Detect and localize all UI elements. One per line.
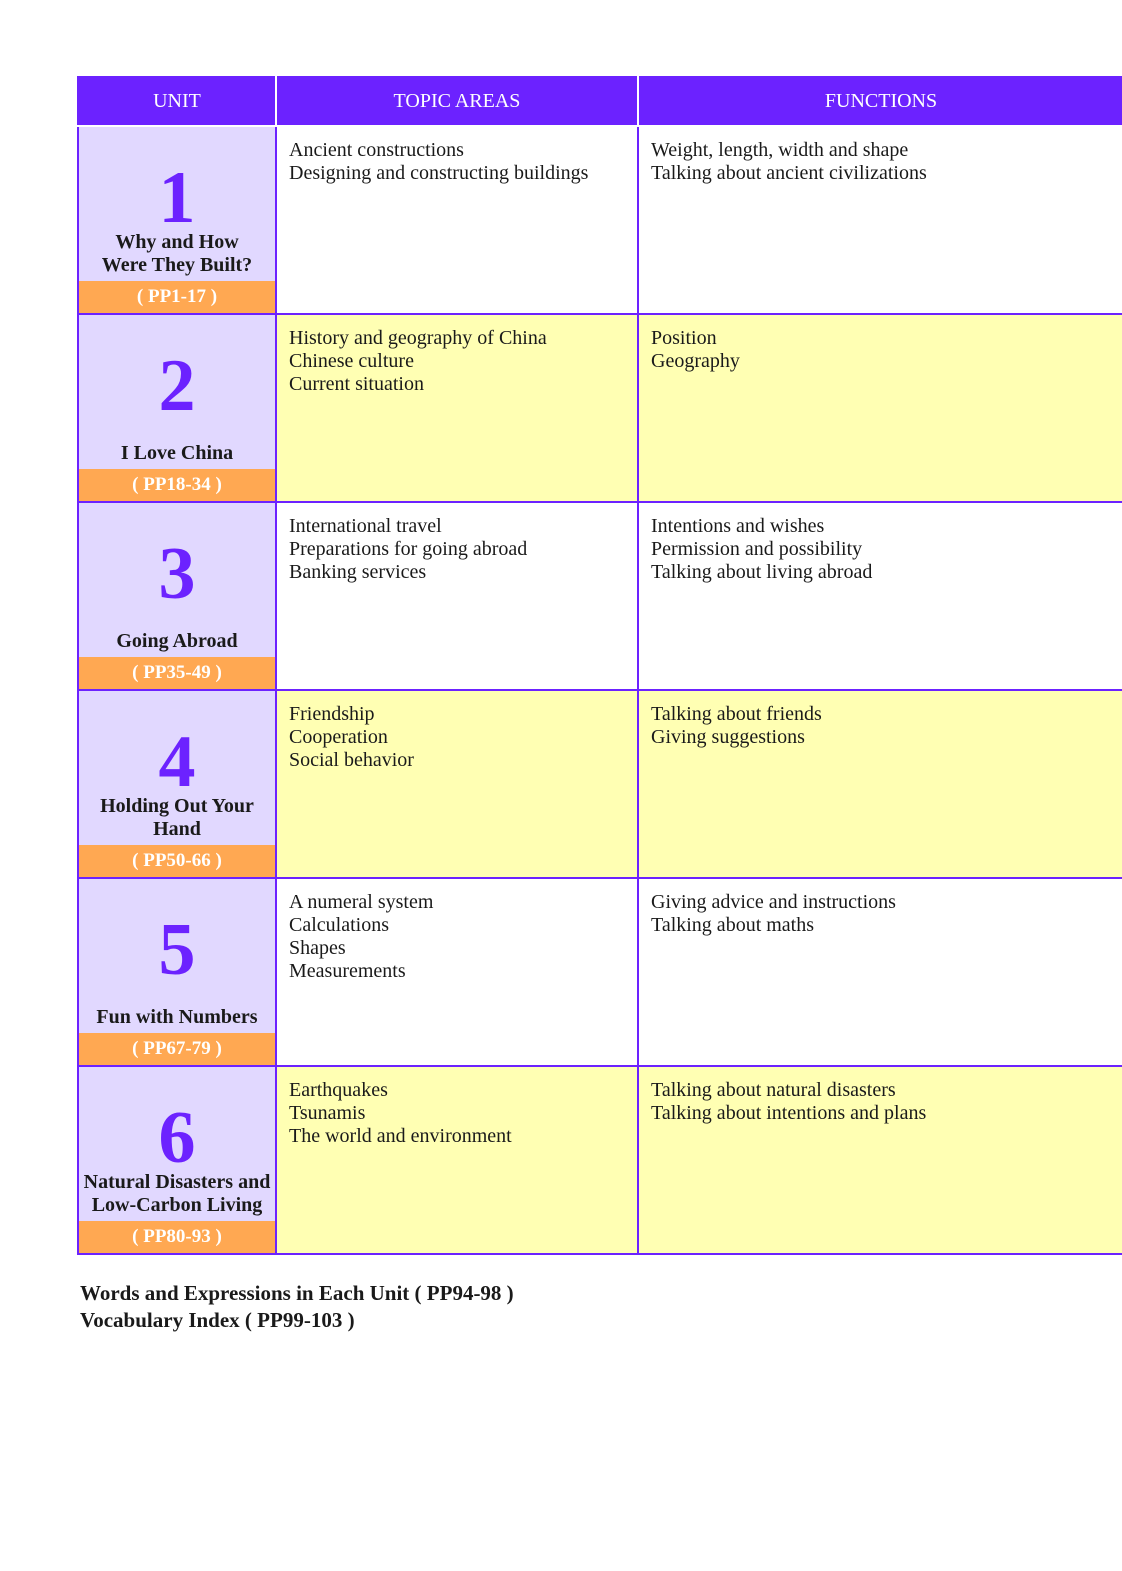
topic-item: Social behavior: [289, 749, 414, 771]
unit-title-line: Low-Carbon Living: [91, 1194, 263, 1216]
topic-item: Shapes: [289, 937, 346, 959]
function-item: Weight, length, width and shape: [651, 139, 909, 161]
unit-cell[interactable]: [78, 502, 276, 690]
topic-list: [277, 879, 637, 983]
topic-areas-cell: [276, 1066, 638, 1254]
topic-areas-cell: [276, 502, 638, 690]
unit-row[interactable]: [78, 314, 1122, 502]
topic-item: A numeral system: [289, 891, 434, 913]
unit-pages-badge[interactable]: ( PP1-17 ): [79, 281, 275, 313]
unit-pages-badge[interactable]: ( PP18-34 ): [79, 469, 275, 501]
function-list: [639, 503, 1122, 584]
function-list: [639, 127, 1122, 185]
unit-number: 2: [158, 345, 196, 427]
topic-item: Measurements: [289, 960, 406, 982]
header-row: [78, 77, 1122, 126]
contents-table: [77, 76, 1122, 1255]
functions-column-header: FUNCTIONS: [638, 77, 1122, 126]
function-item: Giving suggestions: [651, 726, 805, 748]
functions-cell: [638, 314, 1122, 502]
unit-pages-badge[interactable]: ( PP35-49 ): [79, 657, 275, 689]
unit-pages-badge[interactable]: ( PP67-79 ): [79, 1033, 275, 1065]
function-item: Geography: [651, 350, 740, 372]
topic-areas-cell: [276, 314, 638, 502]
unit-title-line: Hand: [153, 818, 201, 840]
topic-item: The world and environment: [289, 1125, 512, 1147]
unit-row[interactable]: [78, 1066, 1122, 1254]
topic-item: Designing and constructing buildings: [289, 162, 589, 184]
unit-cell[interactable]: [78, 1066, 276, 1254]
topic-item: Cooperation: [289, 726, 388, 748]
unit-title-line: Going Abroad: [116, 630, 238, 652]
topic-areas-column-header: TOPIC AREAS: [276, 77, 638, 126]
topic-list: [277, 315, 637, 396]
unit-pages-badge[interactable]: ( PP50-66 ): [79, 845, 275, 877]
function-item: Permission and possibility: [651, 538, 863, 560]
topic-list: [277, 691, 637, 772]
unit-title: [81, 231, 273, 277]
function-item: Position: [651, 327, 717, 349]
function-item: Talking about natural disasters: [651, 1079, 896, 1101]
unit-title-line: Holding Out Your: [100, 795, 254, 817]
unit-title: [81, 1171, 273, 1217]
functions-cell: [638, 502, 1122, 690]
function-item: Talking about friends: [651, 703, 822, 725]
function-list: [639, 315, 1122, 373]
topic-item: Earthquakes: [289, 1079, 388, 1101]
function-list: [639, 879, 1122, 937]
unit-row[interactable]: [78, 878, 1122, 1066]
unit-number: 4: [158, 721, 196, 803]
topic-list: [277, 1067, 637, 1148]
unit-title-line: Why and How: [115, 231, 239, 253]
unit-number: 6: [158, 1097, 196, 1179]
function-item: Talking about maths: [651, 914, 815, 936]
unit-row[interactable]: [78, 126, 1122, 314]
functions-cell: [638, 126, 1122, 314]
unit-title-line: Natural Disasters and: [83, 1171, 271, 1193]
functions-cell: [638, 690, 1122, 878]
topic-item: Tsunamis: [289, 1102, 366, 1124]
topic-item: Preparations for going abroad: [289, 538, 528, 560]
unit-pages-badge[interactable]: ( PP80-93 ): [79, 1221, 275, 1253]
topic-item: Chinese culture: [289, 350, 414, 372]
unit-column-header: UNIT: [78, 77, 276, 126]
footer-links: [80, 1280, 514, 1334]
topic-item: History and geography of China: [289, 327, 547, 349]
topic-item: Current situation: [289, 373, 424, 395]
functions-cell: [638, 1066, 1122, 1254]
unit-title-line: I Love China: [120, 442, 234, 464]
topic-item: Banking services: [289, 561, 427, 583]
unit-number: 5: [158, 909, 196, 991]
topic-list: [277, 127, 637, 185]
functions-cell: [638, 878, 1122, 1066]
function-list: [639, 691, 1122, 749]
unit-title-line: Were They Built?: [101, 254, 253, 276]
unit-title: [81, 1006, 273, 1029]
units-body: [78, 126, 1122, 1254]
unit-cell[interactable]: [78, 878, 276, 1066]
unit-cell[interactable]: [78, 690, 276, 878]
words-and-expressions-link[interactable]: Words and Expressions in Each Unit ( PP94-98 ): [80, 1281, 514, 1305]
topic-item: Friendship: [289, 703, 375, 725]
topic-item: Calculations: [289, 914, 389, 936]
function-item: Talking about living abroad: [651, 561, 873, 583]
unit-cell[interactable]: [78, 126, 276, 314]
topic-item: International travel: [289, 515, 442, 537]
unit-title: [81, 795, 273, 841]
unit-row[interactable]: [78, 502, 1122, 690]
topic-areas-cell: [276, 690, 638, 878]
vocabulary-index-link[interactable]: Vocabulary Index ( PP99-103 ): [80, 1308, 355, 1332]
function-list: [639, 1067, 1122, 1125]
unit-title: [81, 442, 273, 465]
function-item: Talking about ancient civilizations: [651, 162, 927, 184]
unit-number: 1: [158, 157, 196, 239]
function-item: Giving advice and instructions: [651, 891, 896, 913]
topic-item: Ancient constructions: [289, 139, 464, 161]
function-item: Talking about intentions and plans: [651, 1102, 927, 1124]
unit-cell[interactable]: [78, 314, 276, 502]
topic-areas-cell: [276, 878, 638, 1066]
topic-list: [277, 503, 637, 584]
unit-row[interactable]: [78, 690, 1122, 878]
unit-title: [81, 630, 273, 653]
function-item: Intentions and wishes: [651, 515, 825, 537]
unit-title-line: Fun with Numbers: [96, 1006, 258, 1028]
topic-areas-cell: [276, 126, 638, 314]
unit-number: 3: [158, 533, 196, 615]
